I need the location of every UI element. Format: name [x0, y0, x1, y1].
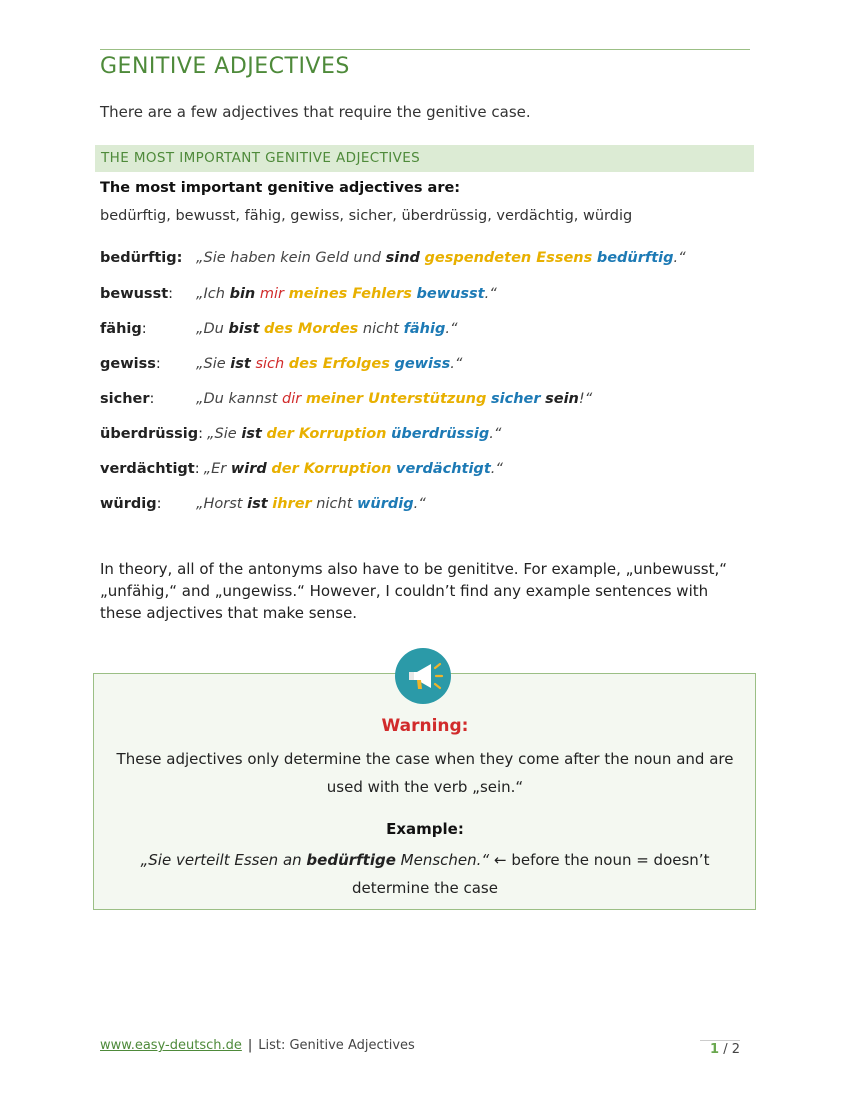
sentence-end: !“: [578, 391, 593, 407]
footer-label: List: Genitive Adjectives: [258, 1038, 415, 1053]
example-explanation: before the noun = doesn’t determine the case: [352, 851, 710, 897]
example-label: [100, 356, 196, 372]
genitive-object: gespendeten Essens: [424, 250, 593, 266]
sentence-text: „Horst: [196, 496, 248, 512]
sentence-end: .“: [450, 356, 463, 372]
example-row-ueberdruessig: [100, 426, 501, 442]
example-row-beduerftig: [100, 250, 686, 266]
label-text: überdrüssig: [100, 426, 199, 442]
page-total: / 2: [723, 1042, 740, 1057]
label-colon: :: [156, 496, 162, 512]
example-label: bedürftig:: [100, 250, 183, 266]
sentence-end: .“: [673, 250, 686, 266]
sentence-end: .“: [445, 321, 458, 337]
sentence-end: .“: [413, 496, 426, 512]
sentence-text: „Du kannst: [196, 391, 282, 407]
label-colon: :: [155, 356, 161, 372]
label-text: verdächtigt: [100, 461, 195, 477]
label-text: würdig: [100, 496, 157, 512]
adjective: bedürftig: [596, 250, 674, 266]
label-text: fähig: [100, 321, 142, 337]
example-label: [100, 321, 196, 337]
verb: ist: [230, 356, 251, 372]
example-label: [100, 461, 204, 477]
genitive-object: ihrer: [272, 496, 312, 512]
section-title: THE MOST IMPORTANT GENITIVE ADJECTIVES: [101, 150, 421, 166]
arrow-left-icon: ←: [493, 851, 507, 869]
adjective: bewusst: [416, 286, 485, 302]
example-row-verdaechtigt: [100, 461, 503, 477]
example-quote-end: Menschen.“: [395, 851, 490, 869]
example-row-sicher: [100, 391, 592, 407]
sentence-end: .“: [490, 461, 503, 477]
top-rule: [100, 49, 750, 50]
adjective: würdig: [357, 496, 414, 512]
adjectives-heading: The most important genitive adjectives are:: [100, 180, 461, 196]
sentence-text: „Sie haben kein Geld und: [196, 250, 386, 266]
example-row-faehig: [100, 321, 457, 337]
sentence-text: „Ich: [196, 286, 230, 302]
megaphone-icon: [395, 648, 451, 704]
example-label: [100, 496, 196, 512]
example-label: [100, 391, 196, 407]
label-text: bewusst: [100, 286, 169, 302]
reflexive-pronoun: mir: [259, 286, 284, 302]
genitive-object: des Erfolges: [288, 356, 390, 372]
verb: sein: [545, 391, 579, 407]
genitive-object: der Korruption: [271, 461, 392, 477]
verb: wird: [230, 461, 267, 477]
verb: ist: [241, 426, 262, 442]
sentence-text: nicht: [358, 321, 404, 337]
adjective: gewiss: [394, 356, 451, 372]
example-adjective: bedürftige: [306, 851, 396, 869]
example-sentence: [100, 846, 750, 902]
example-row-gewiss: [100, 356, 462, 372]
page-title: GENITIVE ADJECTIVES: [100, 54, 350, 79]
reflexive-pronoun: dir: [282, 391, 302, 407]
intro-text: There are a few adjectives that require the genitive case.: [100, 103, 531, 121]
label-colon: :: [149, 391, 155, 407]
genitive-object: meines Fehlers: [288, 286, 412, 302]
label-colon: :: [141, 321, 147, 337]
page-current: 1: [710, 1042, 720, 1057]
footer-separator: |: [247, 1038, 253, 1053]
page-number: [700, 1040, 740, 1057]
genitive-object: des Mordes: [264, 321, 359, 337]
label-colon: :: [168, 286, 174, 302]
warning-text: These adjectives only determine the case when they come after the noun and are used with the verb „sein.“: [116, 750, 734, 796]
example-row-bewusst: [100, 286, 497, 302]
verb: sind: [385, 250, 420, 266]
label-colon: :: [194, 461, 200, 477]
verb: ist: [247, 496, 268, 512]
example-label: [100, 426, 207, 442]
website-link[interactable]: www.easy-deutsch.de: [100, 1038, 242, 1053]
sentence-text: „Du: [196, 321, 229, 337]
label-text: gewiss: [100, 356, 156, 372]
adjective: überdrüssig: [391, 426, 490, 442]
antonyms-paragraph: In theory, all of the antonyms also have to be genititve. For example, „unbewusst,“ „unfähig,“ and „ungewiss.“ However, I couldn’t find any example sentences with these adjectives that make sense.: [100, 560, 728, 622]
genitive-object: der Korruption: [266, 426, 387, 442]
label-colon: :: [198, 426, 204, 442]
section-header: [95, 145, 754, 172]
label-text: sicher: [100, 391, 150, 407]
sentence-text: nicht: [311, 496, 357, 512]
example-label: [100, 286, 196, 302]
genitive-object: meiner Unterstützung: [305, 391, 487, 407]
verb: bist: [228, 321, 260, 337]
adjective: fähig: [403, 321, 446, 337]
adjective: sicher: [491, 391, 541, 407]
sentence-end: .“: [489, 426, 502, 442]
warning-title: Warning:: [381, 716, 469, 736]
adjective: verdächtigt: [396, 461, 491, 477]
adjective-list: bedürftig, bewusst, fähig, gewiss, sicher, überdrüssig, verdächtig, würdig: [100, 208, 633, 224]
reflexive-pronoun: sich: [255, 356, 285, 372]
verb: bin: [229, 286, 256, 302]
footer: [100, 1038, 415, 1053]
sentence-end: .“: [484, 286, 497, 302]
example-row-wuerdig: [100, 496, 426, 512]
sentence-text: „Sie: [207, 426, 242, 442]
example-heading: Example:: [386, 820, 464, 838]
sentence-text: „Er: [203, 461, 231, 477]
sentence-text: „Sie: [196, 356, 231, 372]
example-quote-start: „Sie verteilt Essen an: [140, 851, 307, 869]
